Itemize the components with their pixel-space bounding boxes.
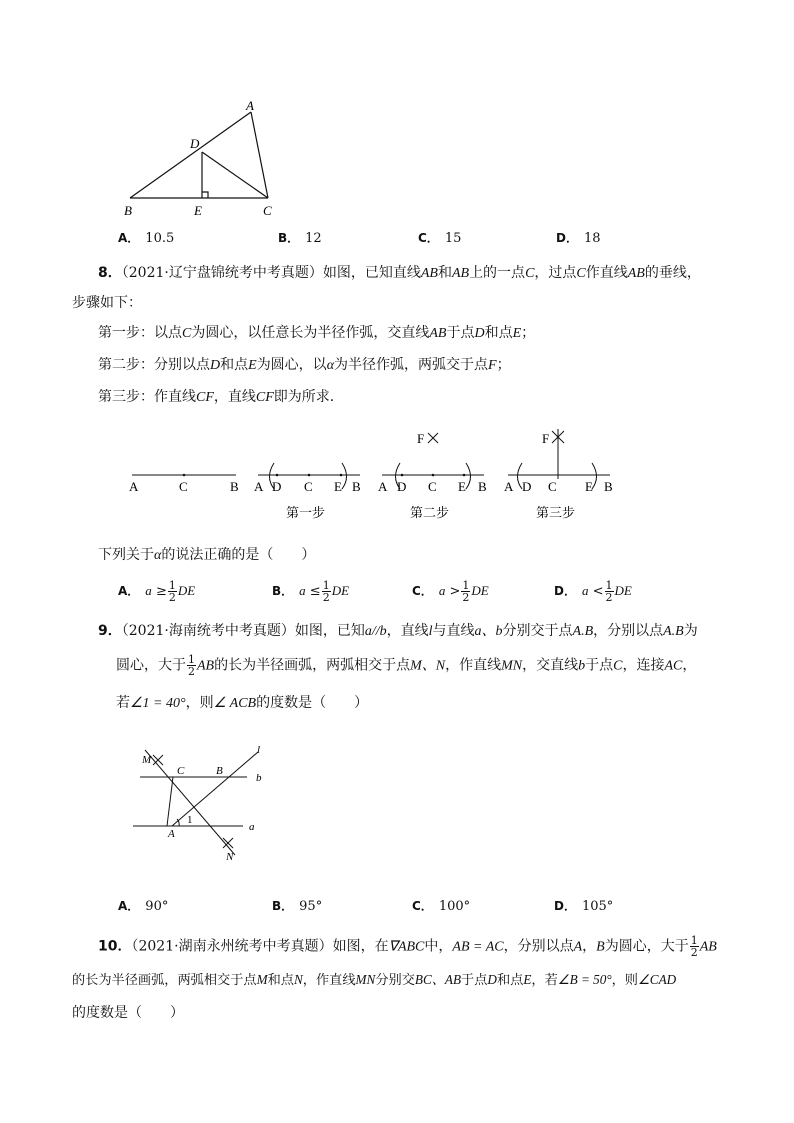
- q8-f2-a: A: [378, 479, 388, 494]
- q9-label-c: C: [177, 765, 185, 777]
- q10-line2: 的长为半径画弧，两弧相交于点M和点N，作直线MN分别交BC、AB于点D和点E，若∠B = 50°，则∠CAD: [72, 972, 677, 988]
- q9-option-d[interactable]: D． 105°: [554, 899, 614, 914]
- q8-f3-e: E: [585, 479, 593, 494]
- q8-step2: 第二步：分别以点D和点E为圆心，以α为半径作弧，两弧交于点F；: [98, 357, 511, 373]
- q9-label-a-point: A: [168, 828, 175, 840]
- q9-line1: 9．（2021·海南统考中考真题）如图，已知a//b，直线l与直线a、b分别交于点A.B，分别以点A.B为: [98, 623, 698, 639]
- q8-question: 下列关于α的说法正确的是（ ）: [98, 547, 316, 563]
- q8-fig0-point-c: [183, 474, 186, 477]
- q8-f2-e: E: [458, 479, 466, 494]
- q8-line2: 步骤如下：: [72, 295, 142, 311]
- q8-f0-a: A: [129, 479, 139, 494]
- q8-f3-a: A: [504, 479, 514, 494]
- q8-fig1-point-c: [308, 474, 311, 477]
- q9-label-m: M: [142, 754, 152, 766]
- q9-label-n: N: [226, 851, 234, 863]
- q8-fig1-point-d: [276, 474, 279, 477]
- q8-f3-b: B: [604, 479, 613, 494]
- q8-line1: 8．（2021·辽宁盘锦统考中考真题）如图，已知直线AB和AB上的一点C，过点C作直线AB的垂线，: [98, 265, 701, 281]
- q8-f1-d: D: [272, 479, 282, 494]
- q8-fig2-point-c: [432, 474, 435, 477]
- q8-f1-e: E: [334, 479, 342, 494]
- q7-option-b[interactable]: B． 12: [278, 231, 322, 246]
- q9-label-b-point: B: [216, 765, 223, 777]
- q8-f2-c: C: [428, 479, 437, 494]
- q8-option-a[interactable]: A． a ≥ $\frac{1}{2}$ DE: [118, 579, 196, 604]
- q7-label-c: C: [263, 203, 272, 218]
- q9-label-b-line: b: [256, 772, 262, 784]
- q8-fig2-point-e: [463, 474, 466, 477]
- q10-line3: 的度数是（ ）: [72, 1005, 184, 1021]
- q9-label-l: l: [257, 744, 261, 756]
- q7-option-d[interactable]: D． 18: [556, 231, 601, 246]
- q8-f3-caption: 第三步: [536, 506, 576, 521]
- q8-fig2-point-d: [401, 474, 404, 477]
- q8-f1-c: C: [304, 479, 313, 494]
- q8-f2-caption: 第二步: [410, 506, 450, 521]
- q8-f2-b: B: [478, 479, 487, 494]
- q8-f3-f: F: [542, 431, 550, 446]
- q7-triangle-figure: [110, 95, 290, 225]
- q9-label-a-line: a: [249, 821, 255, 833]
- q9-line2: 圆心，大于 $\frac{1}{2}$ AB的长为半径画弧，两弧相交于点M、N，作直线MN，交直线b于点C，连接AC，: [116, 653, 697, 678]
- q8-f1-a: A: [254, 479, 264, 494]
- q9-label-angle-1: 1: [187, 814, 193, 826]
- q9-line3: 若∠1 = 40°，则∠ ACB的度数是（ ）: [116, 695, 369, 711]
- q8-f1-b: B: [352, 479, 361, 494]
- q8-f3-c: C: [548, 479, 557, 494]
- q9-option-c[interactable]: C． 100°: [412, 899, 471, 914]
- q8-construction-figures: [120, 425, 640, 525]
- q8-f1-caption: 第一步: [286, 506, 326, 521]
- q10-line1: 10．（2021·湖南永州统考中考真题）如图，在∇ABC中，AB = AC，分别以点A，B为圆心，大于 $\frac{1}{2}$ AB: [98, 934, 717, 959]
- q7-label-b: B: [124, 203, 132, 218]
- q9-parallel-lines-figure: [125, 740, 270, 865]
- q8-f3-d: D: [522, 479, 532, 494]
- q8-step3: 第三步：作直线CF，直线CF即为所求．: [98, 389, 344, 405]
- q7-option-a[interactable]: A． 10.5: [118, 231, 175, 246]
- q7-label-e: E: [194, 203, 202, 218]
- q8-option-b[interactable]: B． a ≤ $\frac{1}{2}$ DE: [272, 579, 350, 604]
- q8-f2-d: D: [397, 479, 407, 494]
- q8-option-c[interactable]: C． a > $\frac{1}{2}$ DE: [412, 579, 489, 604]
- q9-option-a[interactable]: A． 90°: [118, 899, 169, 914]
- q7-option-c[interactable]: C． 15: [418, 231, 462, 246]
- q8-step1: 第一步：以点C为圆心，以任意长为半径作弧，交直线AB于点D和点E；: [98, 325, 536, 341]
- q8-f0-b: B: [230, 479, 239, 494]
- q8-fig1-point-e: [340, 474, 343, 477]
- q8-option-d[interactable]: D． a < $\frac{1}{2}$ DE: [554, 579, 632, 604]
- q9-option-b[interactable]: B． 95°: [272, 899, 323, 914]
- q8-f2-f: F: [417, 431, 425, 446]
- q7-label-a: A: [246, 98, 254, 113]
- q7-label-d: D: [190, 136, 200, 151]
- q8-f0-c: C: [179, 479, 188, 494]
